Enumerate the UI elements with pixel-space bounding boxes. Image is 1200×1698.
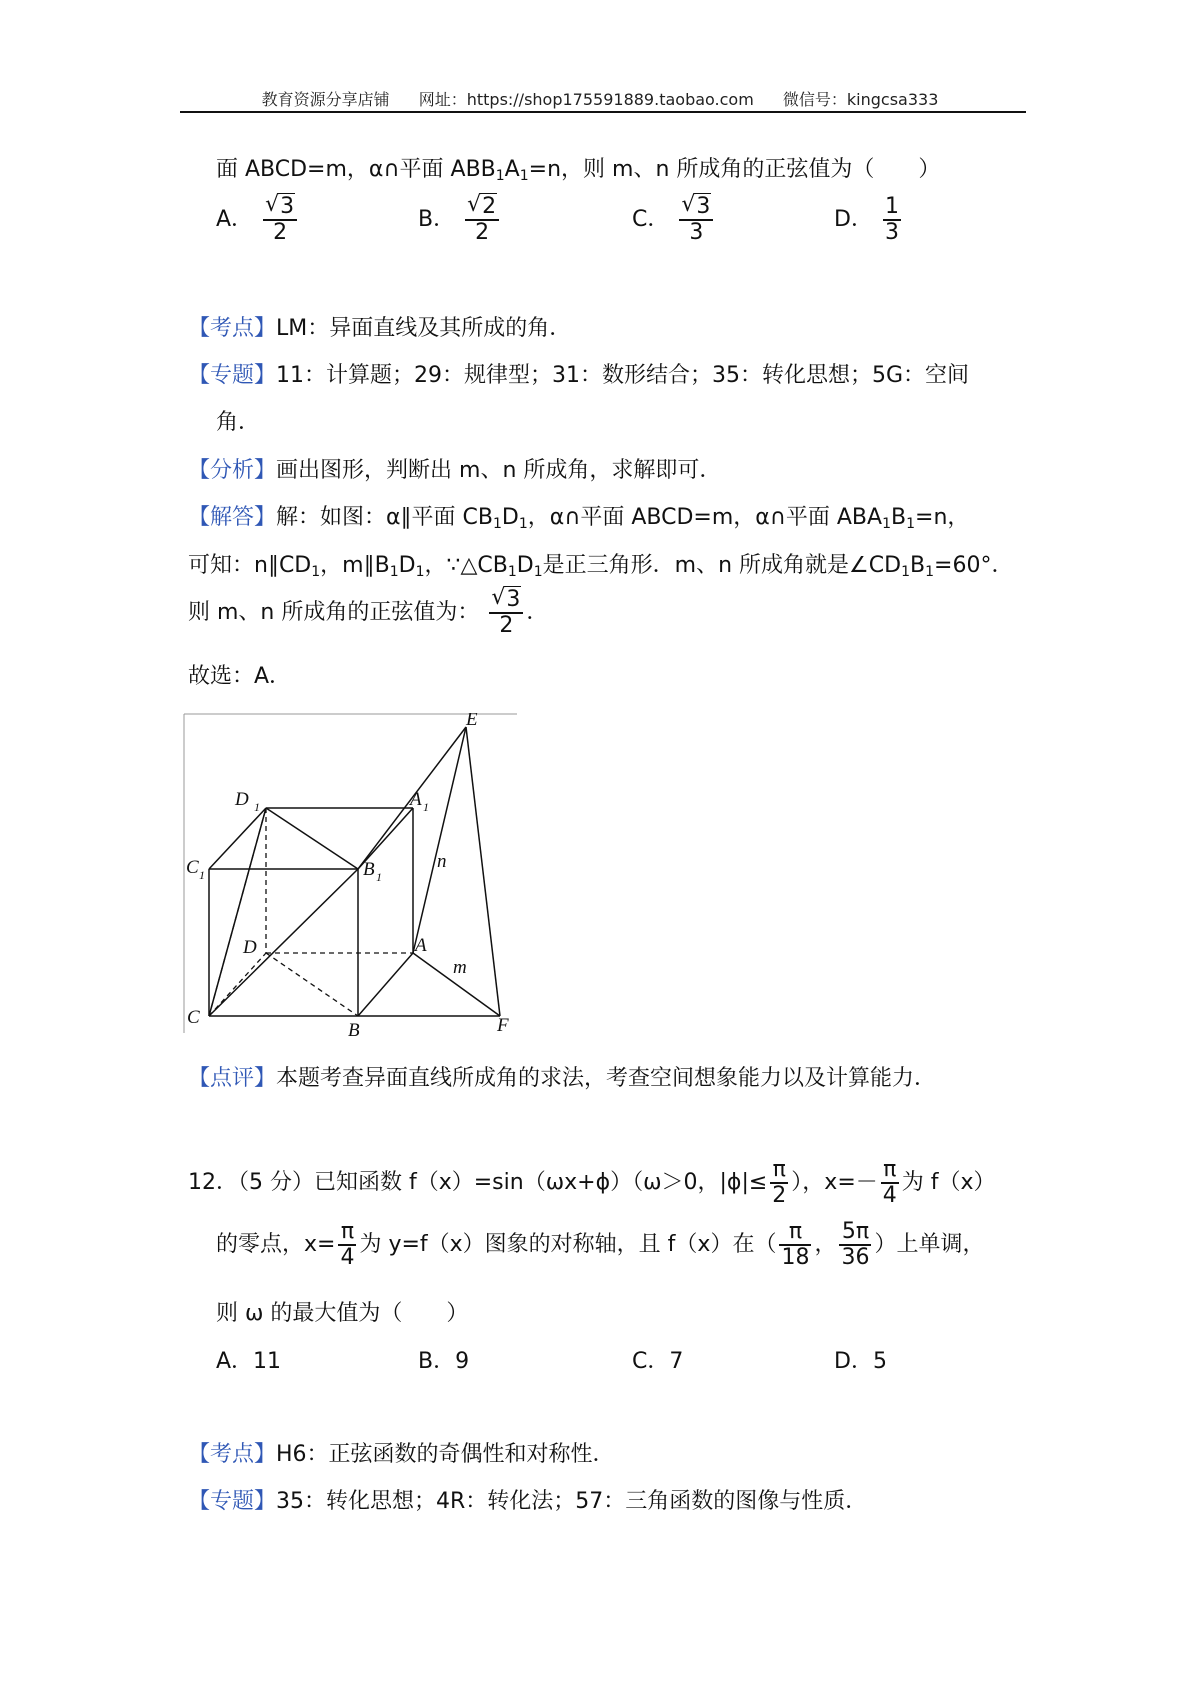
label-f: F xyxy=(497,1015,509,1036)
q12-option-c: C．7 xyxy=(632,1349,684,1374)
label-a1: A xyxy=(410,789,422,810)
svg-text:1: 1 xyxy=(254,800,260,814)
shop-url: 网址：https://shop175591889.taobao.com xyxy=(418,90,754,109)
q12-zhuanti: 【专题】35：转化思想；4R：转化法；57：三角函数的图像与性质． xyxy=(188,1489,868,1514)
label-e: E xyxy=(466,713,478,730)
label-d: D xyxy=(243,937,257,958)
page-header xyxy=(0,87,1200,110)
svg-text:1: 1 xyxy=(423,800,429,814)
label-b1: B xyxy=(363,859,375,880)
cube-figure xyxy=(183,713,519,1041)
q12-stem-line2: 的零点，x= $\frac{\pi}{4}$ 为 y=f（x）图象的对称轴，且 f（x）在（ $\frac{\pi}{18}$ ， $\frac{5\pi}{36}$ ）上单调， xyxy=(216,1219,985,1270)
q11-jieda: 【解答】解：如图：α∥平面 $CB_1D_1$，α∩平面 ABCD=m，α∩平面 $ABA_1B_1=n$， xyxy=(188,505,970,532)
q11-option-a: A． √ $\frac{3}{2}$ xyxy=(216,195,300,245)
q12-stem-line1: 12．（5 分）已知函数 f（x）=sin（ωx+ϕ）（ω＞0，|ϕ|≤ $\frac{\pi}{2}$ ），x=－ $\frac{\pi}{4}$ 为 f（x） xyxy=(188,1157,996,1208)
q11-option-d: D． $\frac{1}{3}$ xyxy=(834,194,899,245)
q11-answer: 故选：A． xyxy=(188,664,292,689)
q11-dianping: 【点评】本题考查异面直线所成角的求法，考查空间想象能力以及计算能力． xyxy=(188,1066,937,1091)
label-m: m xyxy=(453,957,467,978)
label-c1: C xyxy=(186,857,199,878)
label-c: C xyxy=(187,1007,200,1028)
q12-option-b: B．9 xyxy=(418,1349,470,1374)
q11-stem-tail: 面 ABCD=m，α∩平面 $ABB_1A_1=n$，则 m、n 所成角的正弦值为（ ） xyxy=(216,157,941,184)
q11-jieda-line3: 则 m、n 所成角的正弦值为： √ $\frac{3}{2}$ ． xyxy=(188,588,548,638)
label-n: n xyxy=(437,851,447,872)
q12-option-a: A．11 xyxy=(216,1349,282,1374)
label-a: A xyxy=(415,935,427,956)
header-divider xyxy=(180,111,1026,113)
q11-zhuanti-cont: 角． xyxy=(216,410,261,435)
q11-kaodian: 【考点】LM：异面直线及其所成的角． xyxy=(188,316,572,341)
q11-fenxi: 【分析】画出图形，判断出 m、n 所成角，求解即可． xyxy=(188,458,722,483)
q11-jieda-line2: 可知：$n\parallel CD_1$，$m\parallel B_1D_1$，$\because\triangle CB_1D_1$是正三角形．m、n 所成角就是$\angle CD_1B_1=60^\circ$． xyxy=(188,553,1014,580)
svg-text:1: 1 xyxy=(199,868,205,882)
label-d1: D xyxy=(235,789,249,810)
q12-stem-line3: 则 ω 的最大值为（ ） xyxy=(216,1301,469,1326)
q11-option-c: C． √ $\frac{3}{3}$ xyxy=(632,195,716,245)
wechat-id: 微信号：kingcsa333 xyxy=(782,90,939,109)
q12-kaodian: 【考点】H6：正弦函数的奇偶性和对称性． xyxy=(188,1442,615,1467)
q11-zhuanti: 【专题】11：计算题；29：规律型；31：数形结合；35：转化思想；5G：空间 xyxy=(188,363,970,388)
svg-text:1: 1 xyxy=(376,870,382,884)
label-b: B xyxy=(348,1020,360,1041)
q12-option-d: D．5 xyxy=(834,1349,887,1374)
q11-option-b: B． √ $\frac{2}{2}$ xyxy=(418,195,502,245)
shop-name: 教育资源分享店铺 xyxy=(261,90,390,109)
